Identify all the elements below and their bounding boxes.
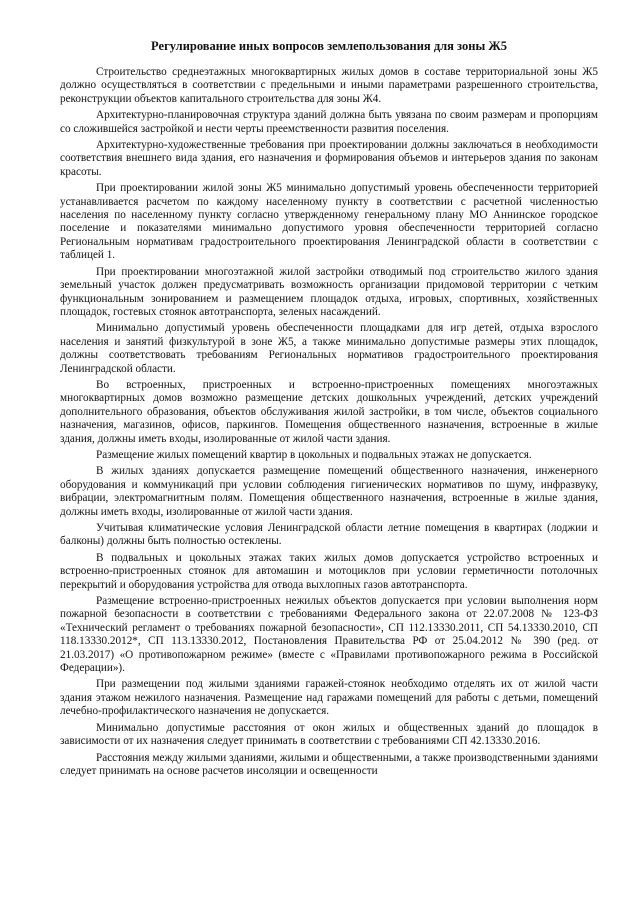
paragraph-yard-territory: При проектировании многоэтажной жилой застройки отводимый под строительство жилого здания земельный участок должен предусматривать возможность организации придомовой территории с четким функциональным зонированием и размещением площадок отдыха, игровых, спортивных, хозяйственных площадок, гостевых стоянок автотранспорта, зеленых насаждений. (60, 265, 598, 318)
paragraph-min-distances: Минимально допустимые расстояния от окон жилых и общественных зданий до площадок в зависимости от их назначения следует принимать в соответствии с требованиями СП 42.13330.2016. (60, 721, 598, 748)
paragraph-playgrounds: Минимально допустимый уровень обеспеченности площадками для игр детей, отдыха взрослого населения и занятий физкультурой в зоне Ж5, а также минимально допустимые размеры этих площадок, должны соответствовать требованиям Региональных нормативов градостроительного проектирования Ленинградской области. (60, 322, 598, 375)
paragraph-basement-apartments: Размещение жилых помещений квартир в цокольных и подвальных этажах не допускается. (96, 448, 532, 461)
paragraph-glazed-balconies: Учитывая климатические условия Ленинградской области летние помещения в квартирах (лоджии и балконы) должны быть полностью остеклены. (60, 522, 598, 548)
paragraph-built-in-premises: Во встроенных, пристроенных и встроенно-пристроенных помещениях многоэтажных многоквартирных домов возможно размещение детских дошкольных учреждений, детских учреждений дополнительного образования, объектов обслуживания жилой застройки, в том числе, объектов социального назначения, магазинов, офисов, паркингов. Помещения общественного назначения, встроенные в жилые здания, должны иметь входы, изолированные от жилой части здания. (60, 378, 598, 445)
paragraph-architecture-structure: Архитектурно-планировочная структура зданий должна быть увязана по своим размерам и пропорциям со сложившейся застройкой и нести черты преемственности развития поселения. (60, 109, 598, 135)
page-title: Регулирование иных вопросов землепользования для зоны Ж5 (151, 39, 507, 53)
paragraph-garages: При размещении под жилыми зданиями гаражей-стоянок необходимо отделять их от жилой части здания этажом нежилого назначения. Размещение над гаражами помещений для работы с детьми, помещений лечебно-профилактического назначения не допускается. (60, 678, 598, 718)
paragraph-building-distances: Расстояния между жилыми зданиями, жилыми и общественными, а также производственными зданиями следует принимать на основе расчетов инсоляции и освещенности (60, 751, 598, 777)
paragraph-fire-safety: Размещение встроенно-пристроенных нежилых объектов допускается при условии выполнения норм пожарной безопасности в соответствии с требованиями Федерального закона от 22.07.2008 № 123-ФЗ «Технический регламент о требованиях пожарной безопасности», СП 112.13330.2011, СП 54.13330.2010, СП 118.13330.2012*, СП 113.13330.2012, Постановления Правительства РФ от 25.04.2012 № 390 (ред. от 21.03.2017) «О противопожарном режиме» (вместе с «Правилами противопожарного режима в Российской Федерации»). (60, 595, 598, 675)
paragraph-underground-parking: В подвальных и цокольных этажах таких жилых домов допускается устройство встроенных и встроенно-пристроенных стоянок для автомашин и мотоциклов при условии герметичности потолочных перекрытий и оборудования устройства для отвода выхлопных газов автотранспорта. (60, 551, 598, 591)
paragraph-construction: Строительство среднеэтажных многоквартирных жилых домов в составе территориальной зоны Ж5 должно осуществляться в соответствии с предельными и иными параметрами разрешенного строительства, реконструкции объектов капитального строительства для зоны Ж4. (60, 66, 598, 105)
paragraph-artistic-requirements: Архитектурно-художественные требования при проектировании должны заключаться в необходимости соответствия внешнего вида здания, его назначения и формирования объемов и интерьеров здания по законам красоты. (60, 139, 598, 178)
paragraph-territory-provision: При проектировании жилой зоны Ж5 минимально допустимый уровень обеспеченности территорией устанавливается расчетом по каждому населенному пункту в соответствии с расчетной численностью населения по населенному пункту согласно утвержденному генеральному плану МО Аннинское городское поселение и показателями минимально допустимого уровня обеспеченности территорией согласно Региональным нормативам градостроительного проектирования Ленинградской области в соответствии с таблицей 1. (60, 182, 598, 262)
paragraph-public-premises: В жилых зданиях допускается размещение помещений общественного назначения, инженерного оборудования и коммуникаций при условии соблюдения гигиенических нормативов по шуму, инфразвуку, вибрации, электромагнитным полям. Помещения общественного назначения, встроенные в жилые здания, должны иметь входы, изолированные от жилой части здания. (60, 465, 598, 518)
